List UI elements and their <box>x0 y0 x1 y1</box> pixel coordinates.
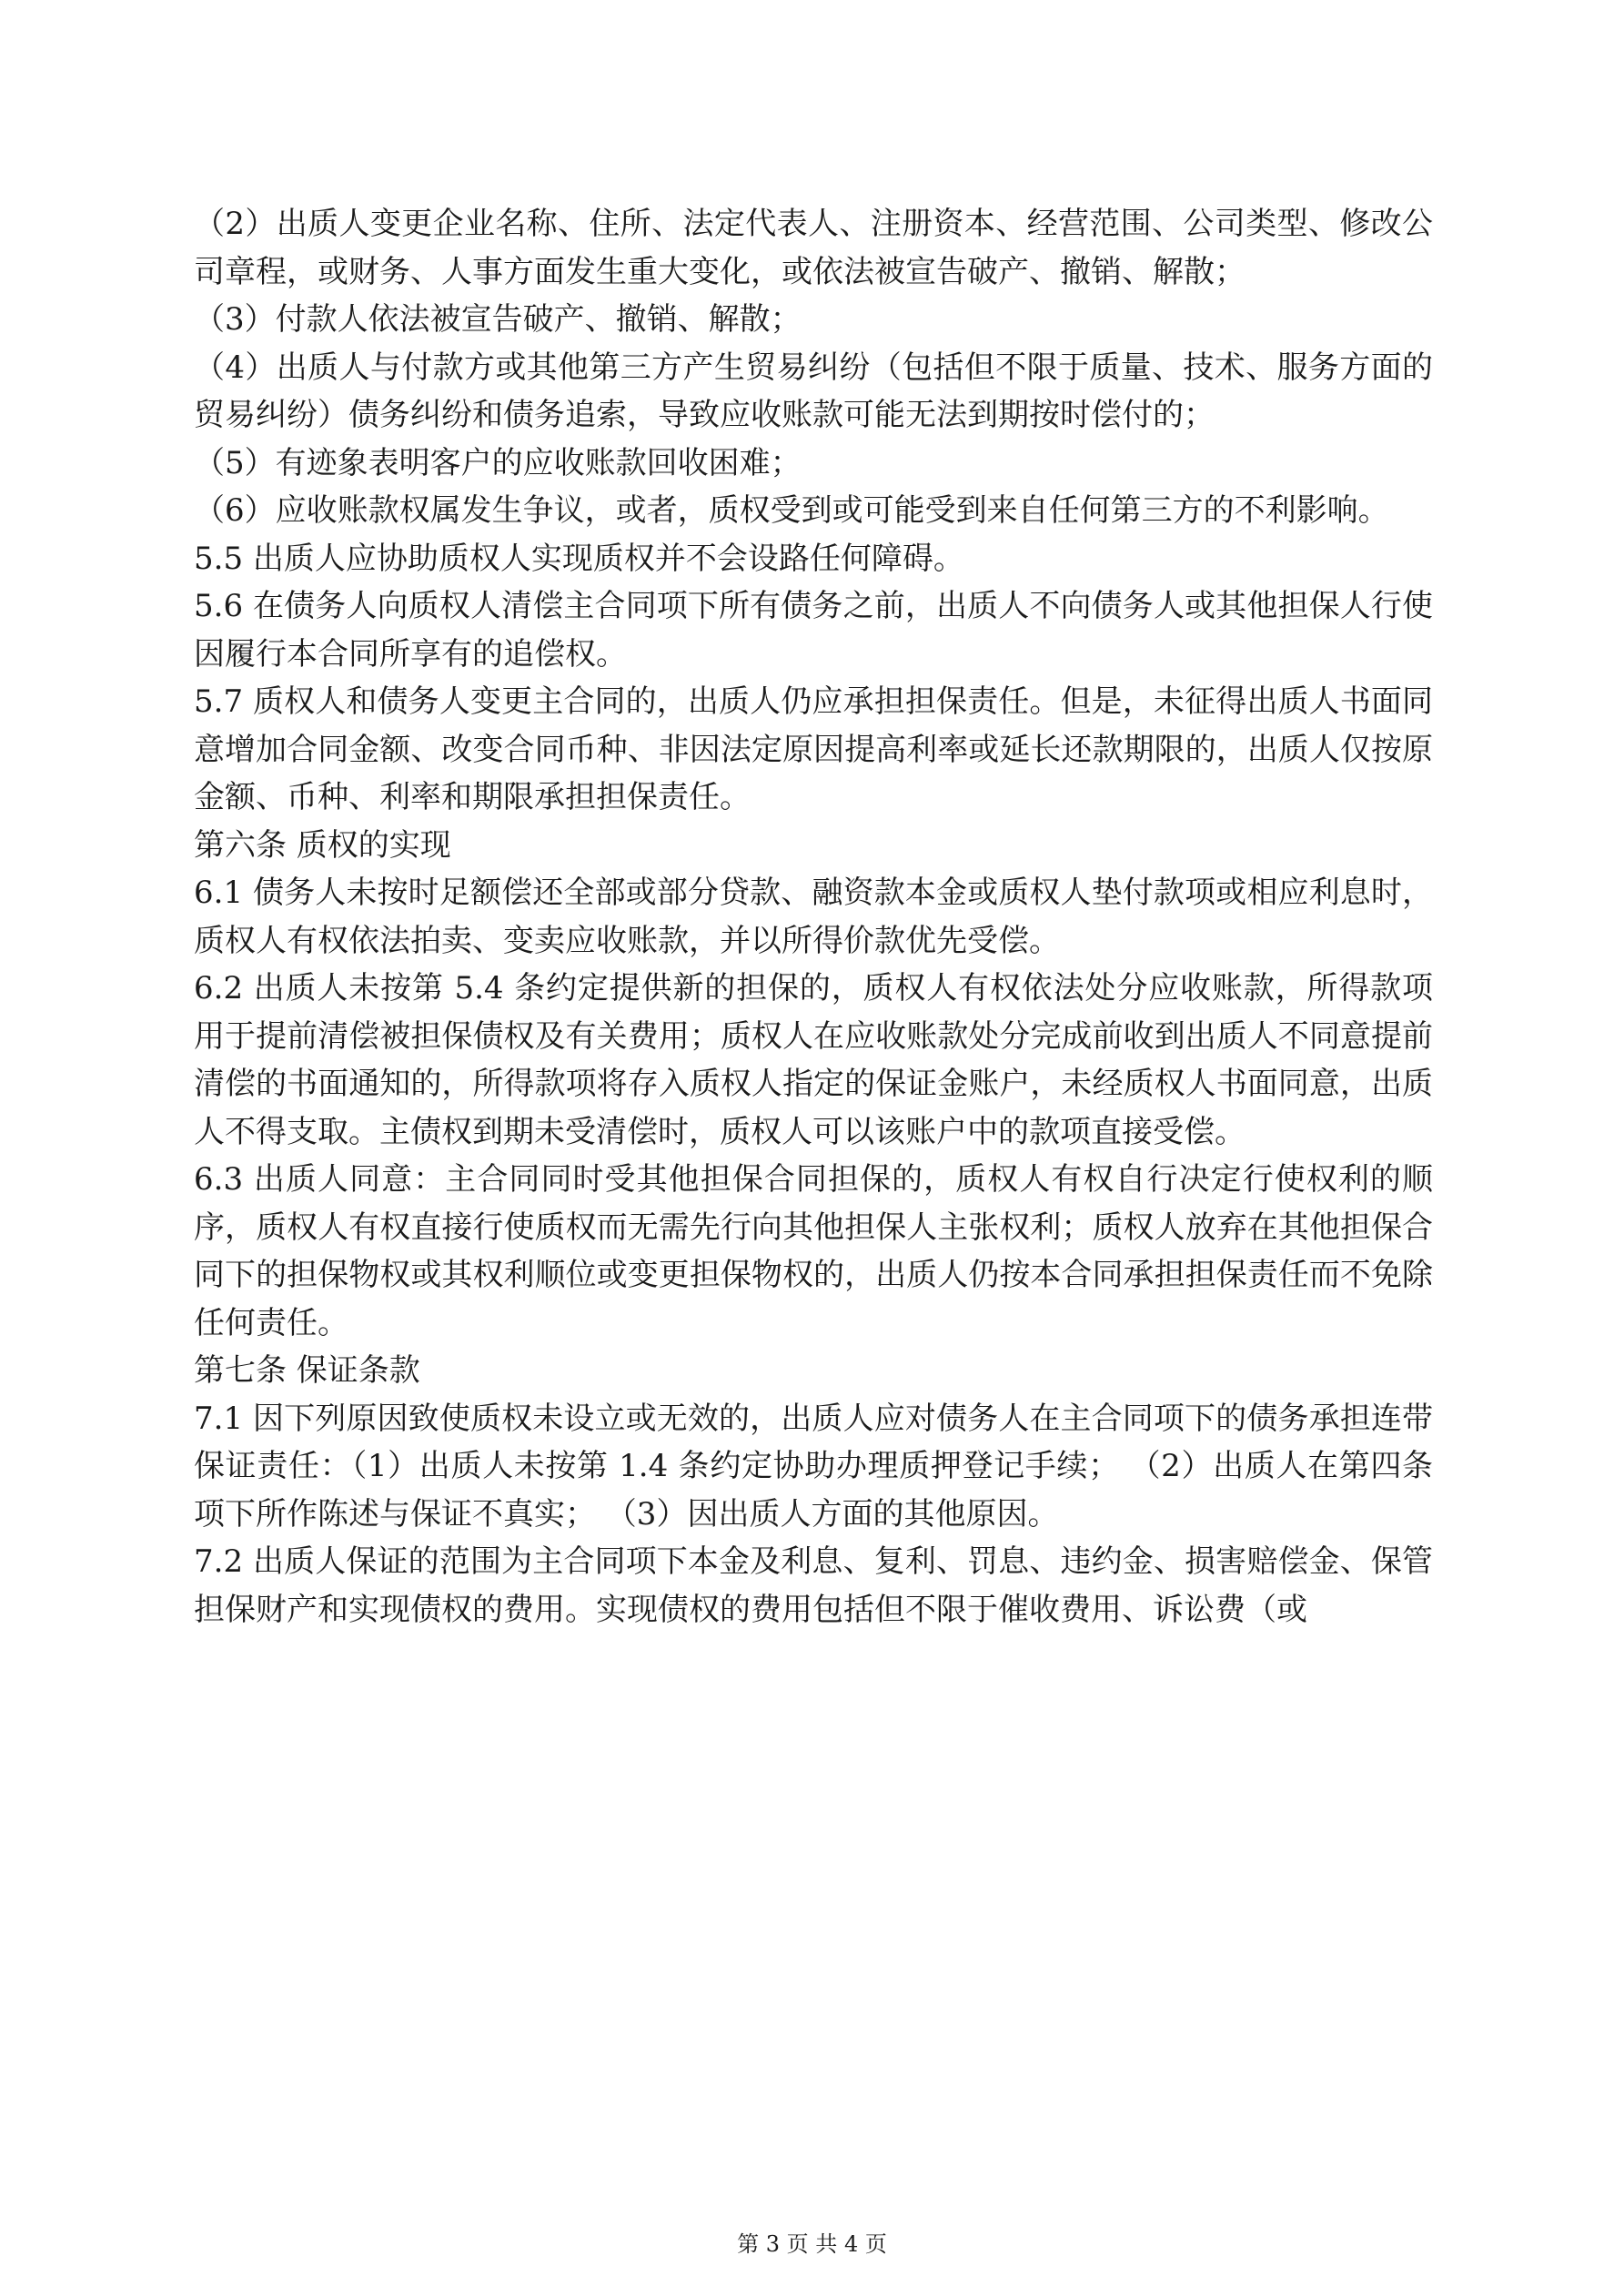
document-body <box>194 200 1433 1633</box>
paragraph-clause-6-1: 6.1 债务人未按时足额偿还全部或部分贷款、融资款本金或质权人垫付款项或相应利息时，质权人有权依法拍卖、变卖应收账款，并以所得价款优先受偿。 <box>194 875 1433 959</box>
paragraph-clause-5-4-5: （5）有迹象表明客户的应收账款回收困难； <box>194 444 802 481</box>
page-number-footer: 第 3 页 共 4 页 <box>737 2231 887 2257</box>
paragraph-clause-5-4-3: （3）付款人依法被宣告破产、撤销、解散； <box>194 301 802 338</box>
paragraph-clause-5-6: 5.6 在债务人向质权人清偿主合同项下所有债务之前，出质人不向债务人或其他担保人行使因履行本合同所享有的追偿权。 <box>194 588 1433 673</box>
paragraph-clause-5-4-4: （4）出质人与付款方或其他第三方产生贸易纠纷（包括但不限于质量、技术、服务方面的贸易纠纷）债务纠纷和债务追索，导致应收账款可能无法到期按时偿付的； <box>194 349 1433 433</box>
paragraph-clause-5-7: 5.7 质权人和债务人变更主合同的，出质人仍应承担担保责任。但是，未征得出质人书面同意增加合同金额、改变合同币种、非因法定原因提高利率或延长还款期限的，出质人仅按原金额、币种、利率和期限承担担保责任。 <box>194 683 1433 815</box>
section-heading-article-6: 第六条 质权的实现 <box>194 826 451 864</box>
paragraph-clause-6-3: 6.3 出质人同意：主合同同时受其他担保合同担保的，质权人有权自行决定行使权利的顺序，质权人有权直接行使质权而无需先行向其他担保人主张权利；质权人放弃在其他担保合同下的担保物权或其权利顺位或变更担保物权的，出质人仍按本合同承担担保责任而不免除任何责任。 <box>194 1161 1433 1341</box>
paragraph-clause-7-1: 7.1 因下列原因致使质权未设立或无效的，出质人应对债务人在主合同项下的债务承担连带保证责任：（1）出质人未按第 1.4 条约定协助办理质押登记手续； （2）出质人在第四条项下所作陈述与保证不真实； （3）因出质人方面的其他原因。 <box>194 1400 1433 1532</box>
paragraph-clause-6-2: 6.2 出质人未按第 5.4 条约定提供新的担保的，质权人有权依法处分应收账款，所得款项用于提前清偿被担保债权及有关费用；质权人在应收账款处分完成前收到出质人不同意提前清偿的书面通知的，所得款项将存入质权人指定的保证金账户，未经质权人书面同意，出质人不得支取。主债权到期未受清偿时，质权人可以该账户中的款项直接受偿。 <box>194 970 1433 1150</box>
paragraph-clause-5-4-6: （6）应收账款权属发生争议，或者，质权受到或可能受到来自任何第三方的不利影响。 <box>194 492 1389 529</box>
paragraph-clause-7-2: 7.2 出质人保证的范围为主合同项下本金及利息、复利、罚息、违约金、损害赔偿金、保管担保财产和实现债权的费用。实现债权的费用包括但不限于催收费用、诉讼费（或 <box>194 1543 1433 1628</box>
section-heading-article-7: 第七条 保证条款 <box>194 1352 420 1389</box>
paragraph-clause-5-5: 5.5 出质人应协助质权人实现质权并不会设路任何障碍。 <box>194 540 964 577</box>
paragraph-clause-5-4-2: （2）出质人变更企业名称、住所、法定代表人、注册资本、经营范围、公司类型、修改公司章程，或财务、人事方面发生重大变化，或依法被宣告破产、撤销、解散； <box>194 206 1433 290</box>
